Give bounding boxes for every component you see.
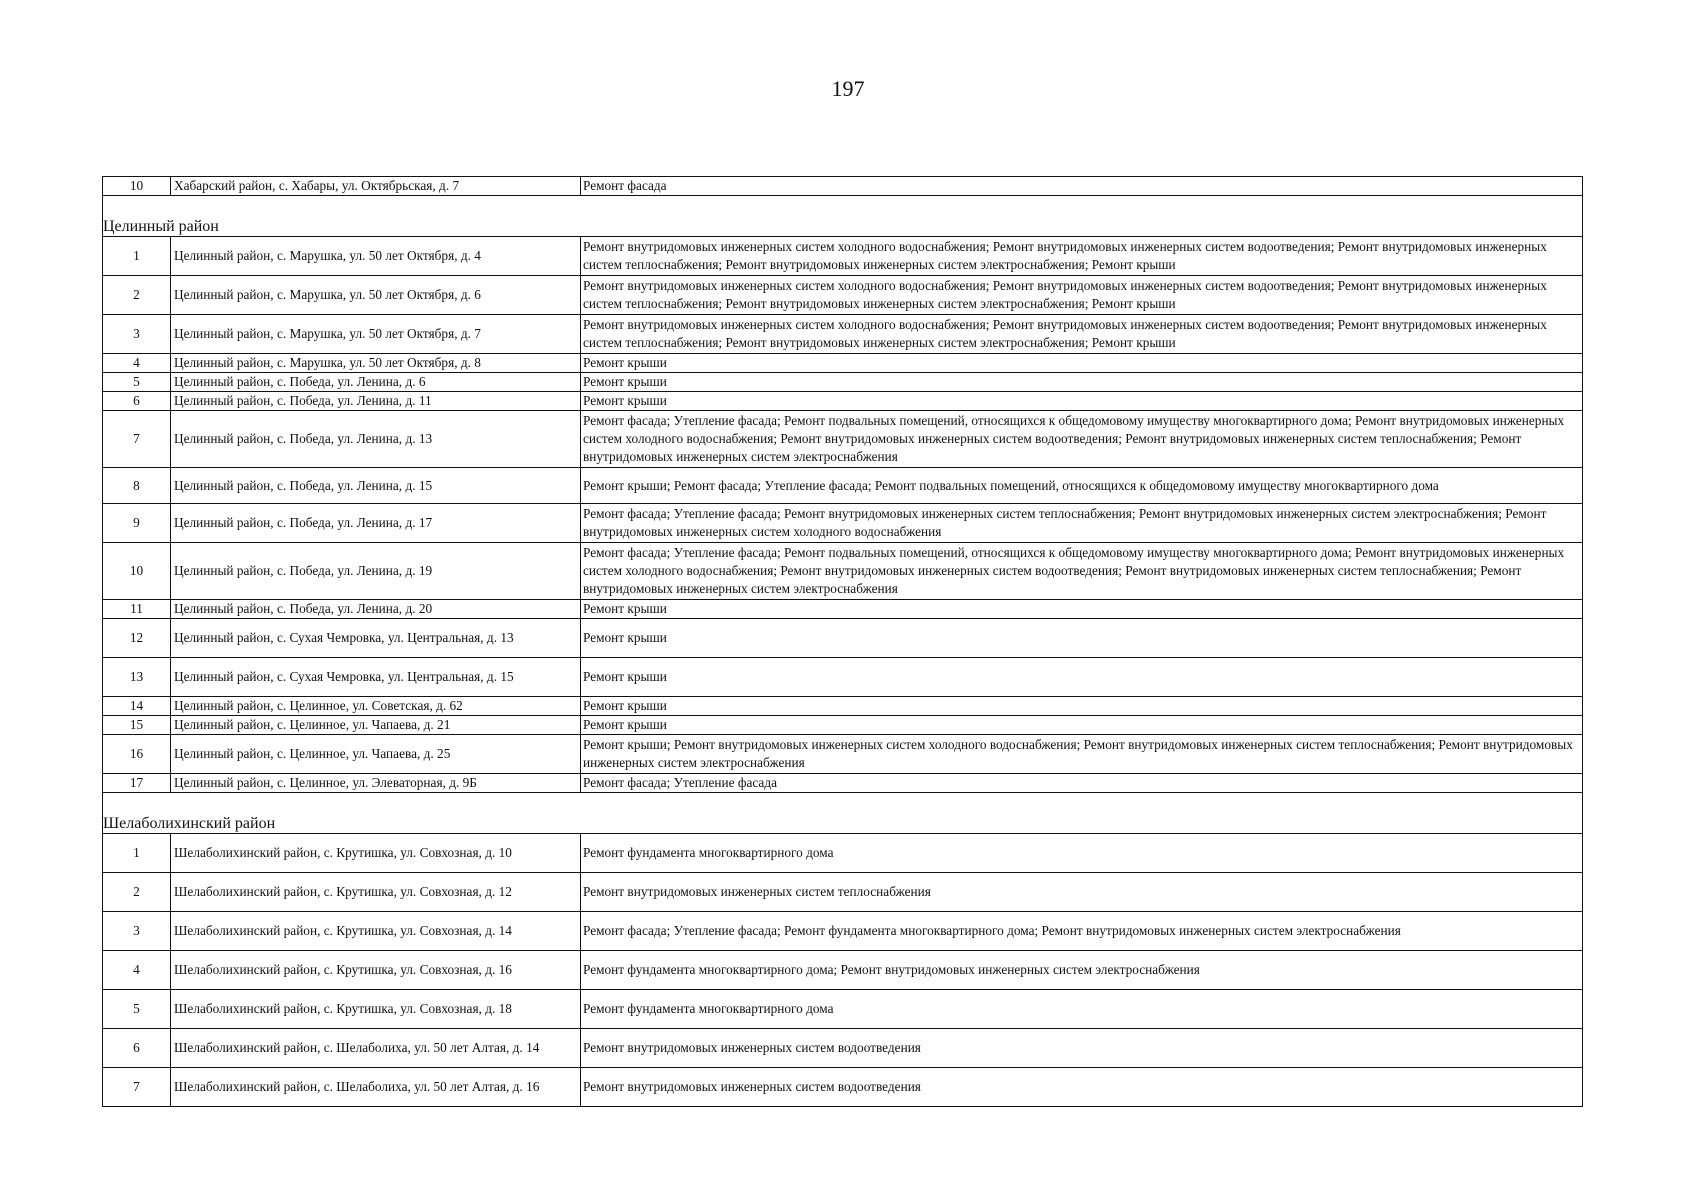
row-number: 6 [103,1029,171,1068]
district-header [103,217,1583,237]
table-row [103,951,1583,990]
row-works: Ремонт фасада; Утепление фасада; Ремонт подвальных помещений, относящихся к общедомовому имуществу многоквартирного дома; Ремонт внутридомовых инженерных систем холодного водоснабжения; Ремонт внутридомовых инженерных систем водоотведения; Ремонт внутридомовых инженерных систем теплоснабжения; Ремонт внутридомовых инженерных систем электроснабжения [581,543,1583,600]
row-number: 17 [103,774,171,793]
row-address: Целинный район, с. Победа, ул. Ленина, д. 17 [171,504,581,543]
section-spacer [103,793,1583,815]
row-address: Шелаболихинский район, с. Шелаболиха, ул. 50 лет Алтая, д. 16 [171,1068,581,1107]
row-works: Ремонт крыши; Ремонт внутридомовых инженерных систем холодного водоснабжения; Ремонт внутридомовых инженерных систем теплоснабжения; Ремонт внутридомовых инженерных систем электроснабжения [581,735,1583,774]
row-number: 1 [103,834,171,873]
row-address: Целинный район, с. Целинное, ул. Чапаева, д. 25 [171,735,581,774]
table-row [103,276,1583,315]
row-address: Целинный район, с. Марушка, ул. 50 лет Октября, д. 7 [171,315,581,354]
row-works: Ремонт фасада; Утепление фасада; Ремонт внутридомовых инженерных систем теплоснабжения; Ремонт внутридомовых инженерных систем электроснабжения; Ремонт внутридомовых инженерных систем холодного водоснабжения [581,504,1583,543]
row-works: Ремонт фасада; Утепление фасада; Ремонт фундамента многоквартирного дома; Ремонт внутридомовых инженерных систем электроснабжения [581,912,1583,951]
row-address: Целинный район, с. Целинное, ул. Чапаева, д. 21 [171,716,581,735]
table-row [103,774,1583,793]
row-number: 10 [103,543,171,600]
row-works: Ремонт крыши; Ремонт фасада; Утепление фасада; Ремонт подвальных помещений, относящихся к общедомовому имуществу многоквартирного дома [581,468,1583,504]
row-number: 16 [103,735,171,774]
row-address: Целинный район, с. Сухая Чемровка, ул. Центральная, д. 15 [171,658,581,697]
row-address: Хабарский район, с. Хабары, ул. Октябрьская, д. 7 [171,177,581,196]
row-works: Ремонт крыши [581,392,1583,411]
row-works: Ремонт фундамента многоквартирного дома; Ремонт внутридомовых инженерных систем электроснабжения [581,951,1583,990]
row-works: Ремонт фасада [581,177,1583,196]
district-name: Шелаболихинский район [103,814,1583,834]
row-works: Ремонт фундамента многоквартирного дома [581,834,1583,873]
table-row [103,468,1583,504]
row-number: 15 [103,716,171,735]
row-number: 7 [103,411,171,468]
table-row [103,373,1583,392]
row-works: Ремонт фундамента многоквартирного дома [581,990,1583,1029]
row-works: Ремонт фасада; Утепление фасада [581,774,1583,793]
row-works: Ремонт крыши [581,697,1583,716]
table-row [103,619,1583,658]
row-number: 1 [103,237,171,276]
row-number: 12 [103,619,171,658]
table-row [103,411,1583,468]
table-row [103,990,1583,1029]
row-address: Целинный район, с. Целинное, ул. Элеваторная, д. 9Б [171,774,581,793]
table-row [103,354,1583,373]
row-address: Целинный район, с. Сухая Чемровка, ул. Центральная, д. 13 [171,619,581,658]
row-number: 4 [103,951,171,990]
row-address: Целинный район, с. Победа, ул. Ленина, д. 6 [171,373,581,392]
table-row [103,315,1583,354]
row-works: Ремонт внутридомовых инженерных систем теплоснабжения [581,873,1583,912]
row-number: 9 [103,504,171,543]
table-row [103,237,1583,276]
row-address: Целинный район, с. Марушка, ул. 50 лет Октября, д. 4 [171,237,581,276]
row-address: Целинный район, с. Победа, ул. Ленина, д. 20 [171,600,581,619]
row-address: Шелаболихинский район, с. Крутишка, ул. Совхозная, д. 12 [171,873,581,912]
row-works: Ремонт крыши [581,658,1583,697]
table-row [103,716,1583,735]
row-address: Целинный район, с. Целинное, ул. Советская, д. 62 [171,697,581,716]
row-works: Ремонт фасада; Утепление фасада; Ремонт подвальных помещений, относящихся к общедомовому имуществу многоквартирного дома; Ремонт внутридомовых инженерных систем холодного водоснабжения; Ремонт внутридомовых инженерных систем водоотведения; Ремонт внутридомовых инженерных систем теплоснабжения; Ремонт внутридомовых инженерных систем электроснабжения [581,411,1583,468]
district-name: Целинный район [103,217,1583,237]
row-works: Ремонт крыши [581,373,1583,392]
row-number: 5 [103,990,171,1029]
table-row [103,504,1583,543]
table-row [103,392,1583,411]
table-row [103,834,1583,873]
table-row [103,1068,1583,1107]
row-works: Ремонт внутридомовых инженерных систем водоотведения [581,1068,1583,1107]
row-address: Шелаболихинский район, с. Шелаболиха, ул. 50 лет Алтая, д. 14 [171,1029,581,1068]
row-works: Ремонт крыши [581,354,1583,373]
table-row [103,177,1583,196]
table-row [103,735,1583,774]
row-address: Целинный район, с. Победа, ул. Ленина, д. 15 [171,468,581,504]
spacer-cell [103,196,1583,218]
table-row [103,912,1583,951]
row-address: Целинный район, с. Победа, ул. Ленина, д. 19 [171,543,581,600]
row-works: Ремонт внутридомовых инженерных систем холодного водоснабжения; Ремонт внутридомовых инженерных систем водоотведения; Ремонт внутридомовых инженерных систем теплоснабжения; Ремонт внутридомовых инженерных систем электроснабжения; Ремонт крыши [581,276,1583,315]
page-number: 197 [831,76,865,101]
table-row [103,697,1583,716]
row-works: Ремонт внутридомовых инженерных систем водоотведения [581,1029,1583,1068]
section-spacer [103,196,1583,218]
row-address: Целинный район, с. Марушка, ул. 50 лет Октября, д. 6 [171,276,581,315]
table-row [103,658,1583,697]
row-address: Шелаболихинский район, с. Крутишка, ул. Совхозная, д. 10 [171,834,581,873]
row-works: Ремонт крыши [581,619,1583,658]
row-number: 11 [103,600,171,619]
row-number: 6 [103,392,171,411]
district-header [103,814,1583,834]
repair-schedule-table [102,176,1583,1107]
row-address: Шелаболихинский район, с. Крутишка, ул. Совхозная, д. 18 [171,990,581,1029]
row-works: Ремонт внутридомовых инженерных систем холодного водоснабжения; Ремонт внутридомовых инженерных систем водоотведения; Ремонт внутридомовых инженерных систем теплоснабжения; Ремонт внутридомовых инженерных систем электроснабжения; Ремонт крыши [581,237,1583,276]
row-number: 14 [103,697,171,716]
row-number: 2 [103,873,171,912]
row-number: 3 [103,315,171,354]
row-number: 13 [103,658,171,697]
row-number: 5 [103,373,171,392]
row-number: 8 [103,468,171,504]
row-number: 10 [103,177,171,196]
row-number: 2 [103,276,171,315]
table-row [103,873,1583,912]
row-number: 4 [103,354,171,373]
table-row [103,600,1583,619]
row-address: Шелаболихинский район, с. Крутишка, ул. Совхозная, д. 14 [171,912,581,951]
table-row [103,1029,1583,1068]
row-address: Целинный район, с. Марушка, ул. 50 лет Октября, д. 8 [171,354,581,373]
row-address: Шелаболихинский район, с. Крутишка, ул. Совхозная, д. 16 [171,951,581,990]
row-address: Целинный район, с. Победа, ул. Ленина, д. 13 [171,411,581,468]
row-works: Ремонт крыши [581,716,1583,735]
spacer-cell [103,793,1583,815]
row-address: Целинный район, с. Победа, ул. Ленина, д. 11 [171,392,581,411]
row-number: 3 [103,912,171,951]
row-works: Ремонт внутридомовых инженерных систем холодного водоснабжения; Ремонт внутридомовых инженерных систем водоотведения; Ремонт внутридомовых инженерных систем теплоснабжения; Ремонт внутридомовых инженерных систем электроснабжения; Ремонт крыши [581,315,1583,354]
table-row [103,543,1583,600]
row-works: Ремонт крыши [581,600,1583,619]
row-number: 7 [103,1068,171,1107]
